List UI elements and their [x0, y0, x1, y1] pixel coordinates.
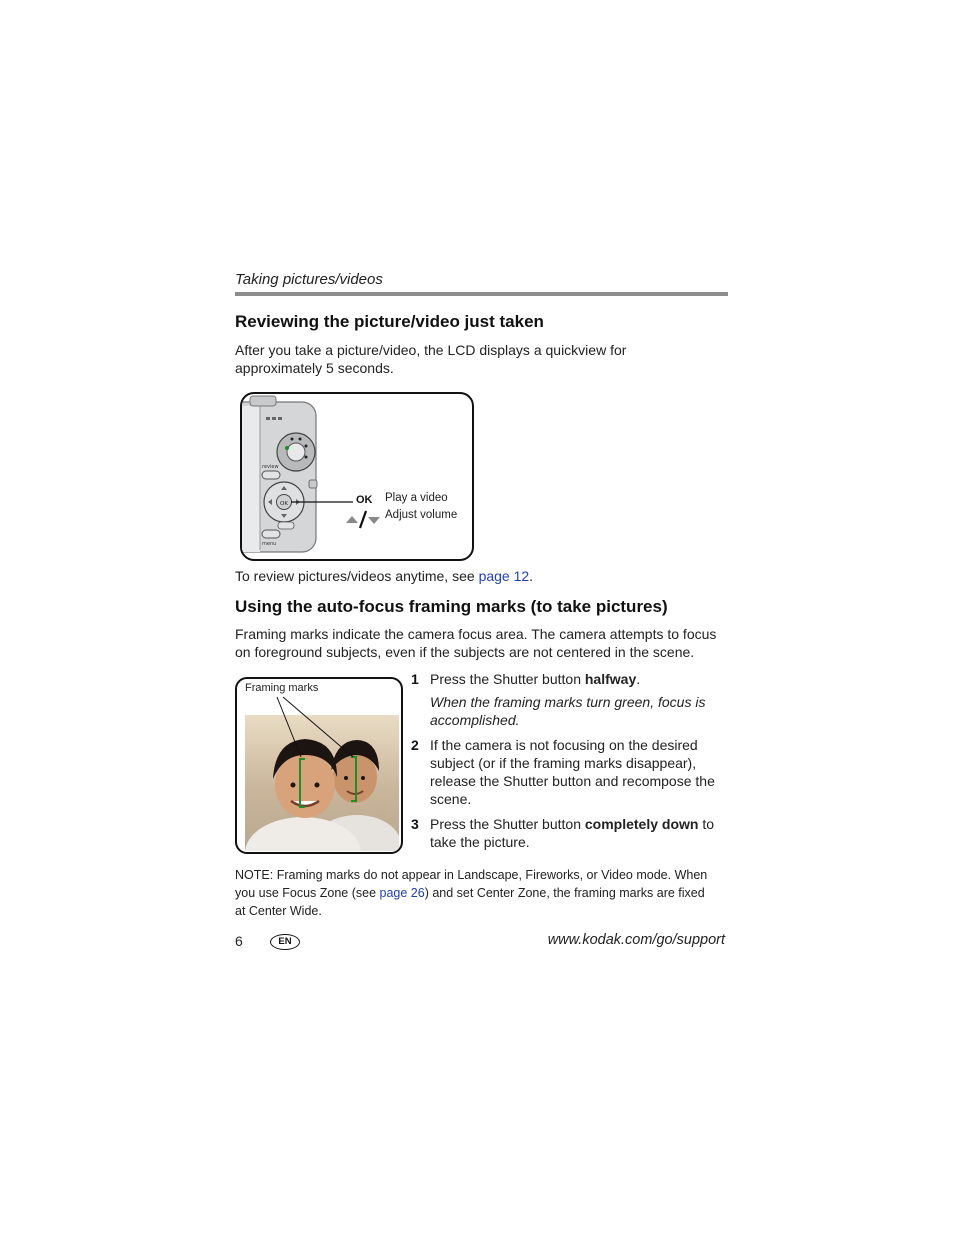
review-intro: After you take a picture/video, the LCD displays a quickview for approximately 5 seconds.	[235, 342, 627, 376]
updown-action-label: Adjust volume	[385, 509, 458, 521]
up-arrow-icon	[346, 516, 358, 523]
menu-button-label: menu	[262, 541, 277, 547]
note-block	[235, 866, 715, 920]
note-text-end: ) and set Center Zone, the framing marks are fixed at Center Wide.	[235, 886, 705, 918]
step-number: 2	[411, 737, 419, 753]
page-12-link[interactable]: page 12	[478, 568, 530, 584]
camera-back-illustration	[240, 392, 474, 561]
step-number: 3	[411, 816, 419, 832]
review-anytime-suffix: .	[529, 568, 534, 584]
review-anytime-prefix: To review pictures/videos anytime, see	[235, 568, 479, 584]
running-head: Taking pictures/videos	[235, 271, 383, 288]
autofocus-intro: Framing marks indicate the camera focus area. The camera attempts to focus on foreground subjects, even if the subjects are not centered in the scene.	[235, 626, 717, 660]
note-text: Framing marks do not appear in Landscape, Fireworks, or Video mode. When you use Focus Zone (see	[235, 868, 708, 900]
framing-marks-figure	[235, 677, 403, 854]
camera-back-figure	[240, 392, 474, 561]
review-anytime-text	[235, 567, 533, 585]
down-arrow-icon	[368, 517, 380, 524]
ok-label: OK	[356, 494, 373, 506]
framing-marks-label: Framing marks	[245, 682, 319, 694]
language-badge: EN	[270, 934, 300, 950]
step-text-end: .	[636, 671, 641, 687]
step-2	[411, 736, 731, 808]
step-result: When the framing marks turn green, focus is accomplished.	[430, 694, 706, 728]
support-url[interactable]: www.kodak.com/go/support	[547, 932, 725, 948]
step-text-end: to take the picture.	[430, 816, 715, 850]
step-3	[411, 815, 731, 851]
step-emphasis: halfway	[584, 671, 637, 687]
page-26-link[interactable]: page 26	[379, 886, 425, 900]
svg-text:OK: OK	[280, 501, 288, 507]
section-heading-autofocus: Using the auto-focus framing marks (to take pictures)	[235, 597, 668, 616]
slash-icon	[360, 511, 366, 528]
step-number: 1	[411, 671, 419, 687]
step-1	[411, 670, 731, 729]
ok-action-label: Play a video	[385, 492, 448, 504]
step-emphasis: completely down	[584, 816, 699, 832]
autofocus-steps	[411, 670, 731, 858]
framing-marks-pointer-lines	[235, 677, 403, 854]
step-text: Press the Shutter button	[430, 816, 585, 832]
page-number: 6	[235, 933, 243, 949]
step-text: Press the Shutter button	[430, 671, 585, 687]
note-label: NOTE:	[235, 868, 274, 882]
header-rule	[235, 292, 728, 296]
step-text: If the camera is not focusing on the desired subject (or if the framing marks disappear), release the Shutter button and recompose the scene.	[430, 737, 715, 807]
review-button-label: review	[262, 464, 279, 470]
section-heading-review: Reviewing the picture/video just taken	[235, 312, 544, 331]
